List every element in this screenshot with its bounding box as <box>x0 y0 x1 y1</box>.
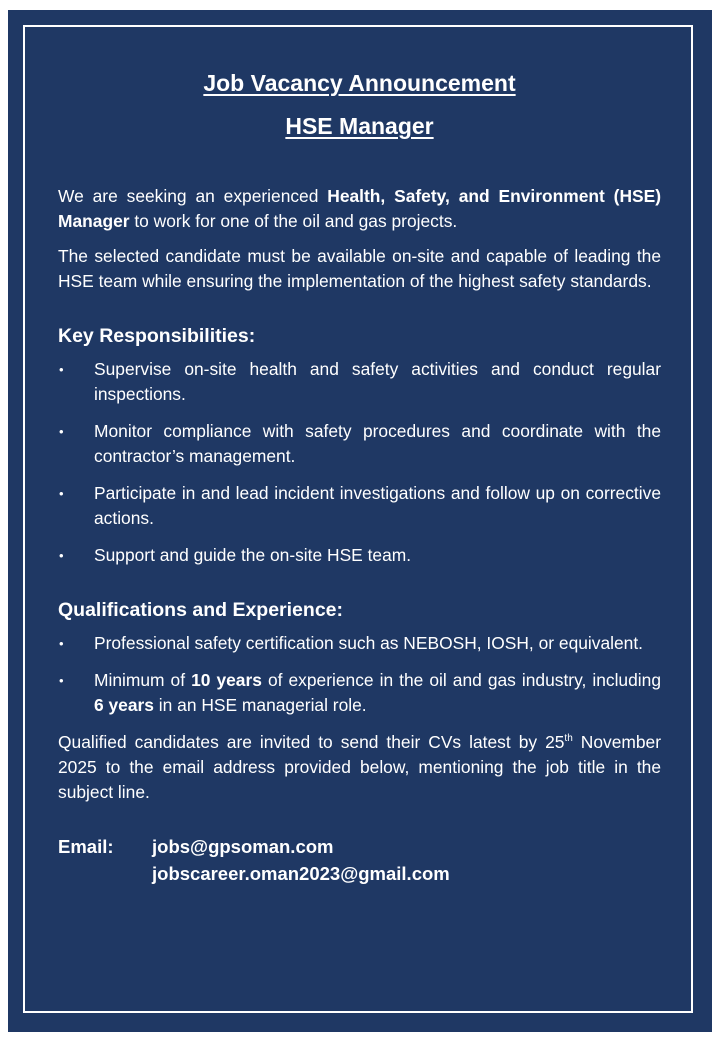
closing-paragraph <box>58 730 661 805</box>
date-suffix: th <box>564 733 573 745</box>
email-link-secondary[interactable]: jobscareer.oman2023@gmail.com <box>152 863 450 884</box>
intro-paragraph-1 <box>58 184 661 234</box>
contact-block <box>58 833 661 887</box>
list-item <box>58 419 661 469</box>
list-item <box>58 668 661 718</box>
list-item <box>58 357 661 407</box>
intro-text: We are seeking an experienced <box>58 186 328 206</box>
list-item-text: Professional safety certification such as NEBOSH, IOSH, or equivalent. <box>94 633 644 653</box>
bullet-icon: • <box>59 548 64 563</box>
years-total-bold: 10 years <box>191 670 262 690</box>
poster-background <box>8 10 712 1032</box>
years-managerial-bold: 6 years <box>94 695 154 715</box>
list-item-text: of experience in the oil and gas industry, including <box>261 670 661 690</box>
email-label: Email: <box>58 836 114 857</box>
list-item <box>58 631 661 656</box>
responsibilities-heading: Key Responsibilities: <box>58 325 256 347</box>
qualifications-list <box>58 631 661 718</box>
position-title: HSE Manager <box>285 113 434 139</box>
email-row-1 <box>58 833 661 860</box>
responsibilities-list <box>58 357 661 568</box>
list-item <box>58 481 661 531</box>
list-item-text: Participate in and lead incident investigations and follow up on corrective actions. <box>94 483 661 528</box>
list-item-text: in an HSE managerial role. <box>153 695 367 715</box>
list-item-text: Supervise on-site health and safety activities and conduct regular inspections. <box>94 359 661 404</box>
intro-role-bold: Health, Safety, and Environment (HSE) Manager <box>58 186 661 231</box>
email-row-2 <box>58 860 661 887</box>
list-item-text: Minimum of <box>94 670 192 690</box>
bullet-icon: • <box>59 486 64 501</box>
announcement-title: Job Vacancy Announcement <box>203 70 516 96</box>
closing-text-end: November 2025 to the email address provided below, mentioning the job title in the subject line. <box>58 732 661 802</box>
list-item <box>58 543 661 568</box>
bullet-icon: • <box>59 424 64 439</box>
bullet-icon: • <box>59 673 64 688</box>
email-label-spacer <box>58 860 152 887</box>
bullet-icon: • <box>59 636 64 651</box>
intro-text-end: to work for one of the oil and gas projects. <box>129 211 458 231</box>
qualifications-heading: Qualifications and Experience: <box>58 599 343 621</box>
bullet-icon: • <box>59 362 64 377</box>
list-item-text: Support and guide the on-site HSE team. <box>94 545 412 565</box>
email-link-primary[interactable]: jobs@gpsoman.com <box>152 836 334 857</box>
list-item-text: Monitor compliance with safety procedures and coordinate with the contractor’s management. <box>94 421 661 466</box>
closing-text: Qualified candidates are invited to send their CVs latest by 25 <box>58 732 565 752</box>
poster-content <box>58 68 661 887</box>
intro-paragraph-2: The selected candidate must be available on-site and capable of leading the HSE team while ensuring the implementation of the highest safety standards. <box>58 246 661 291</box>
